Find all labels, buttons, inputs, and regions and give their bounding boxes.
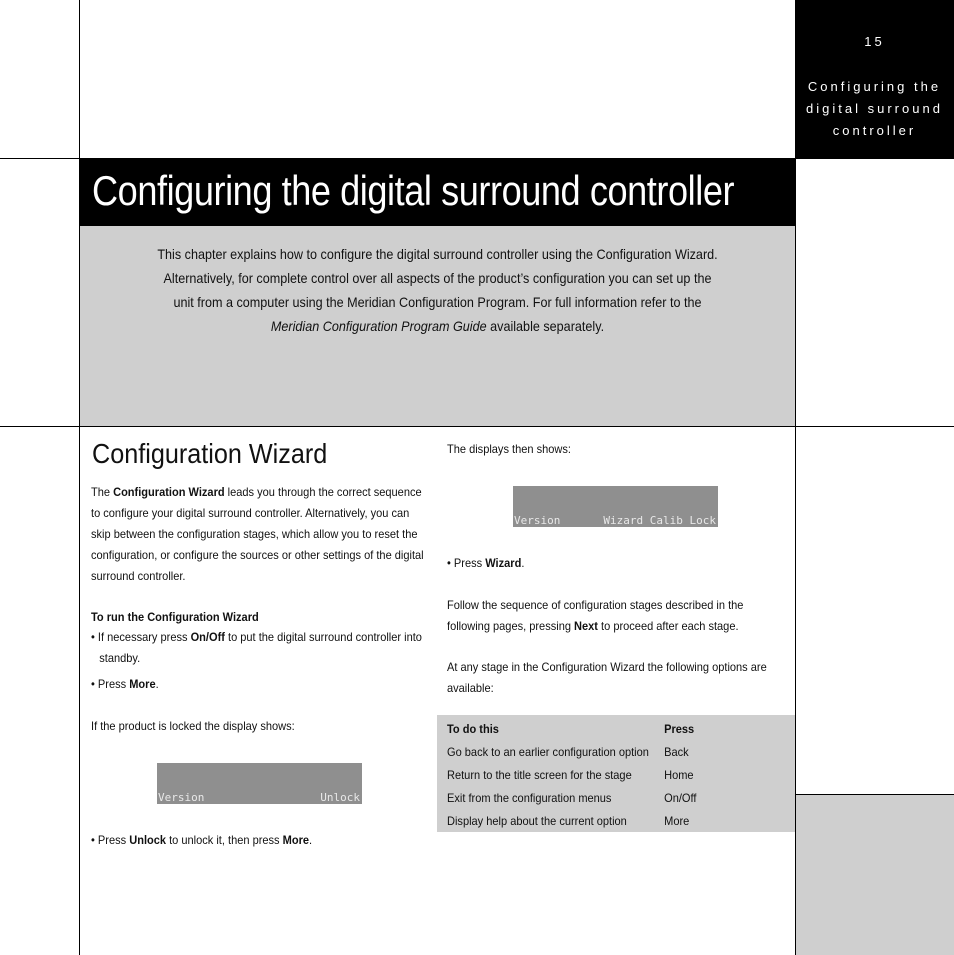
step-more: • Press More. — [91, 677, 159, 691]
title-band — [80, 159, 795, 226]
run-wizard-subheading: To run the Configuration Wizard — [91, 610, 259, 624]
column-header: Press — [664, 721, 695, 736]
column-header: To do this — [447, 721, 499, 736]
intro-bottom-rule — [0, 426, 954, 427]
options-table-panel — [437, 715, 795, 832]
corner-panel — [796, 795, 954, 955]
locked-text: If the product is locked the display shows: — [91, 719, 295, 733]
options-paragraph: At any stage in the Configuration Wizard the following options are available: — [447, 660, 767, 695]
page-number: 15 — [864, 34, 885, 49]
table-row: Exit from the configuration menus On/Off — [447, 790, 697, 805]
options-table — [447, 717, 696, 832]
step-on-off: • If necessary press On/Off to put the digital surround controller into standby. — [91, 630, 422, 665]
table-row: Return to the title screen for the stage Home — [447, 767, 694, 782]
step-unlock: • Press Unlock to unlock it, then press More. — [91, 833, 313, 847]
section-tab — [795, 0, 954, 159]
display-locked: Version Unlock — [157, 763, 362, 804]
table-row: Go back to an earlier configuration option Back — [447, 744, 689, 759]
intro-band — [80, 226, 795, 426]
follow-paragraph: Follow the sequence of configuration stages described in the following pages, pressing Next to proceed after each stage. — [447, 598, 744, 633]
section-title: Configuring the digital surround controller — [806, 79, 943, 138]
guide-name: Meridian Configuration Program Guide — [270, 318, 487, 334]
section-heading: Configuration Wizard — [92, 438, 328, 469]
page-title: Configuring the digital surround controller — [92, 167, 735, 214]
left-margin-rule — [79, 0, 80, 955]
then-text: The displays then shows: — [447, 442, 571, 456]
display-wizard: Version Wizard Calib Lock — [513, 486, 718, 527]
intro-paragraph: This chapter explains how to configure the digital surround controller using the Configuration Wizard. Alternatively, for complete control over all aspects of the product’s configuration you can set up the unit from a computer using the Meridian Configuration Program. For full information refer to the Meridian Configuration Program Guide available separately. — [157, 246, 718, 334]
table-header-row — [447, 717, 696, 740]
wizard-intro-paragraph: The Configuration Wizard leads you through the correct sequence to configure your digital surround controller. Alternatively, you can skip between the configuration stages, which allow you to reset the configuration, or configure the sources or other settings of the digital surround controller. — [91, 485, 424, 583]
step-wizard: • Press Wizard. — [447, 556, 525, 570]
table-row: Display help about the current option More — [447, 813, 690, 828]
